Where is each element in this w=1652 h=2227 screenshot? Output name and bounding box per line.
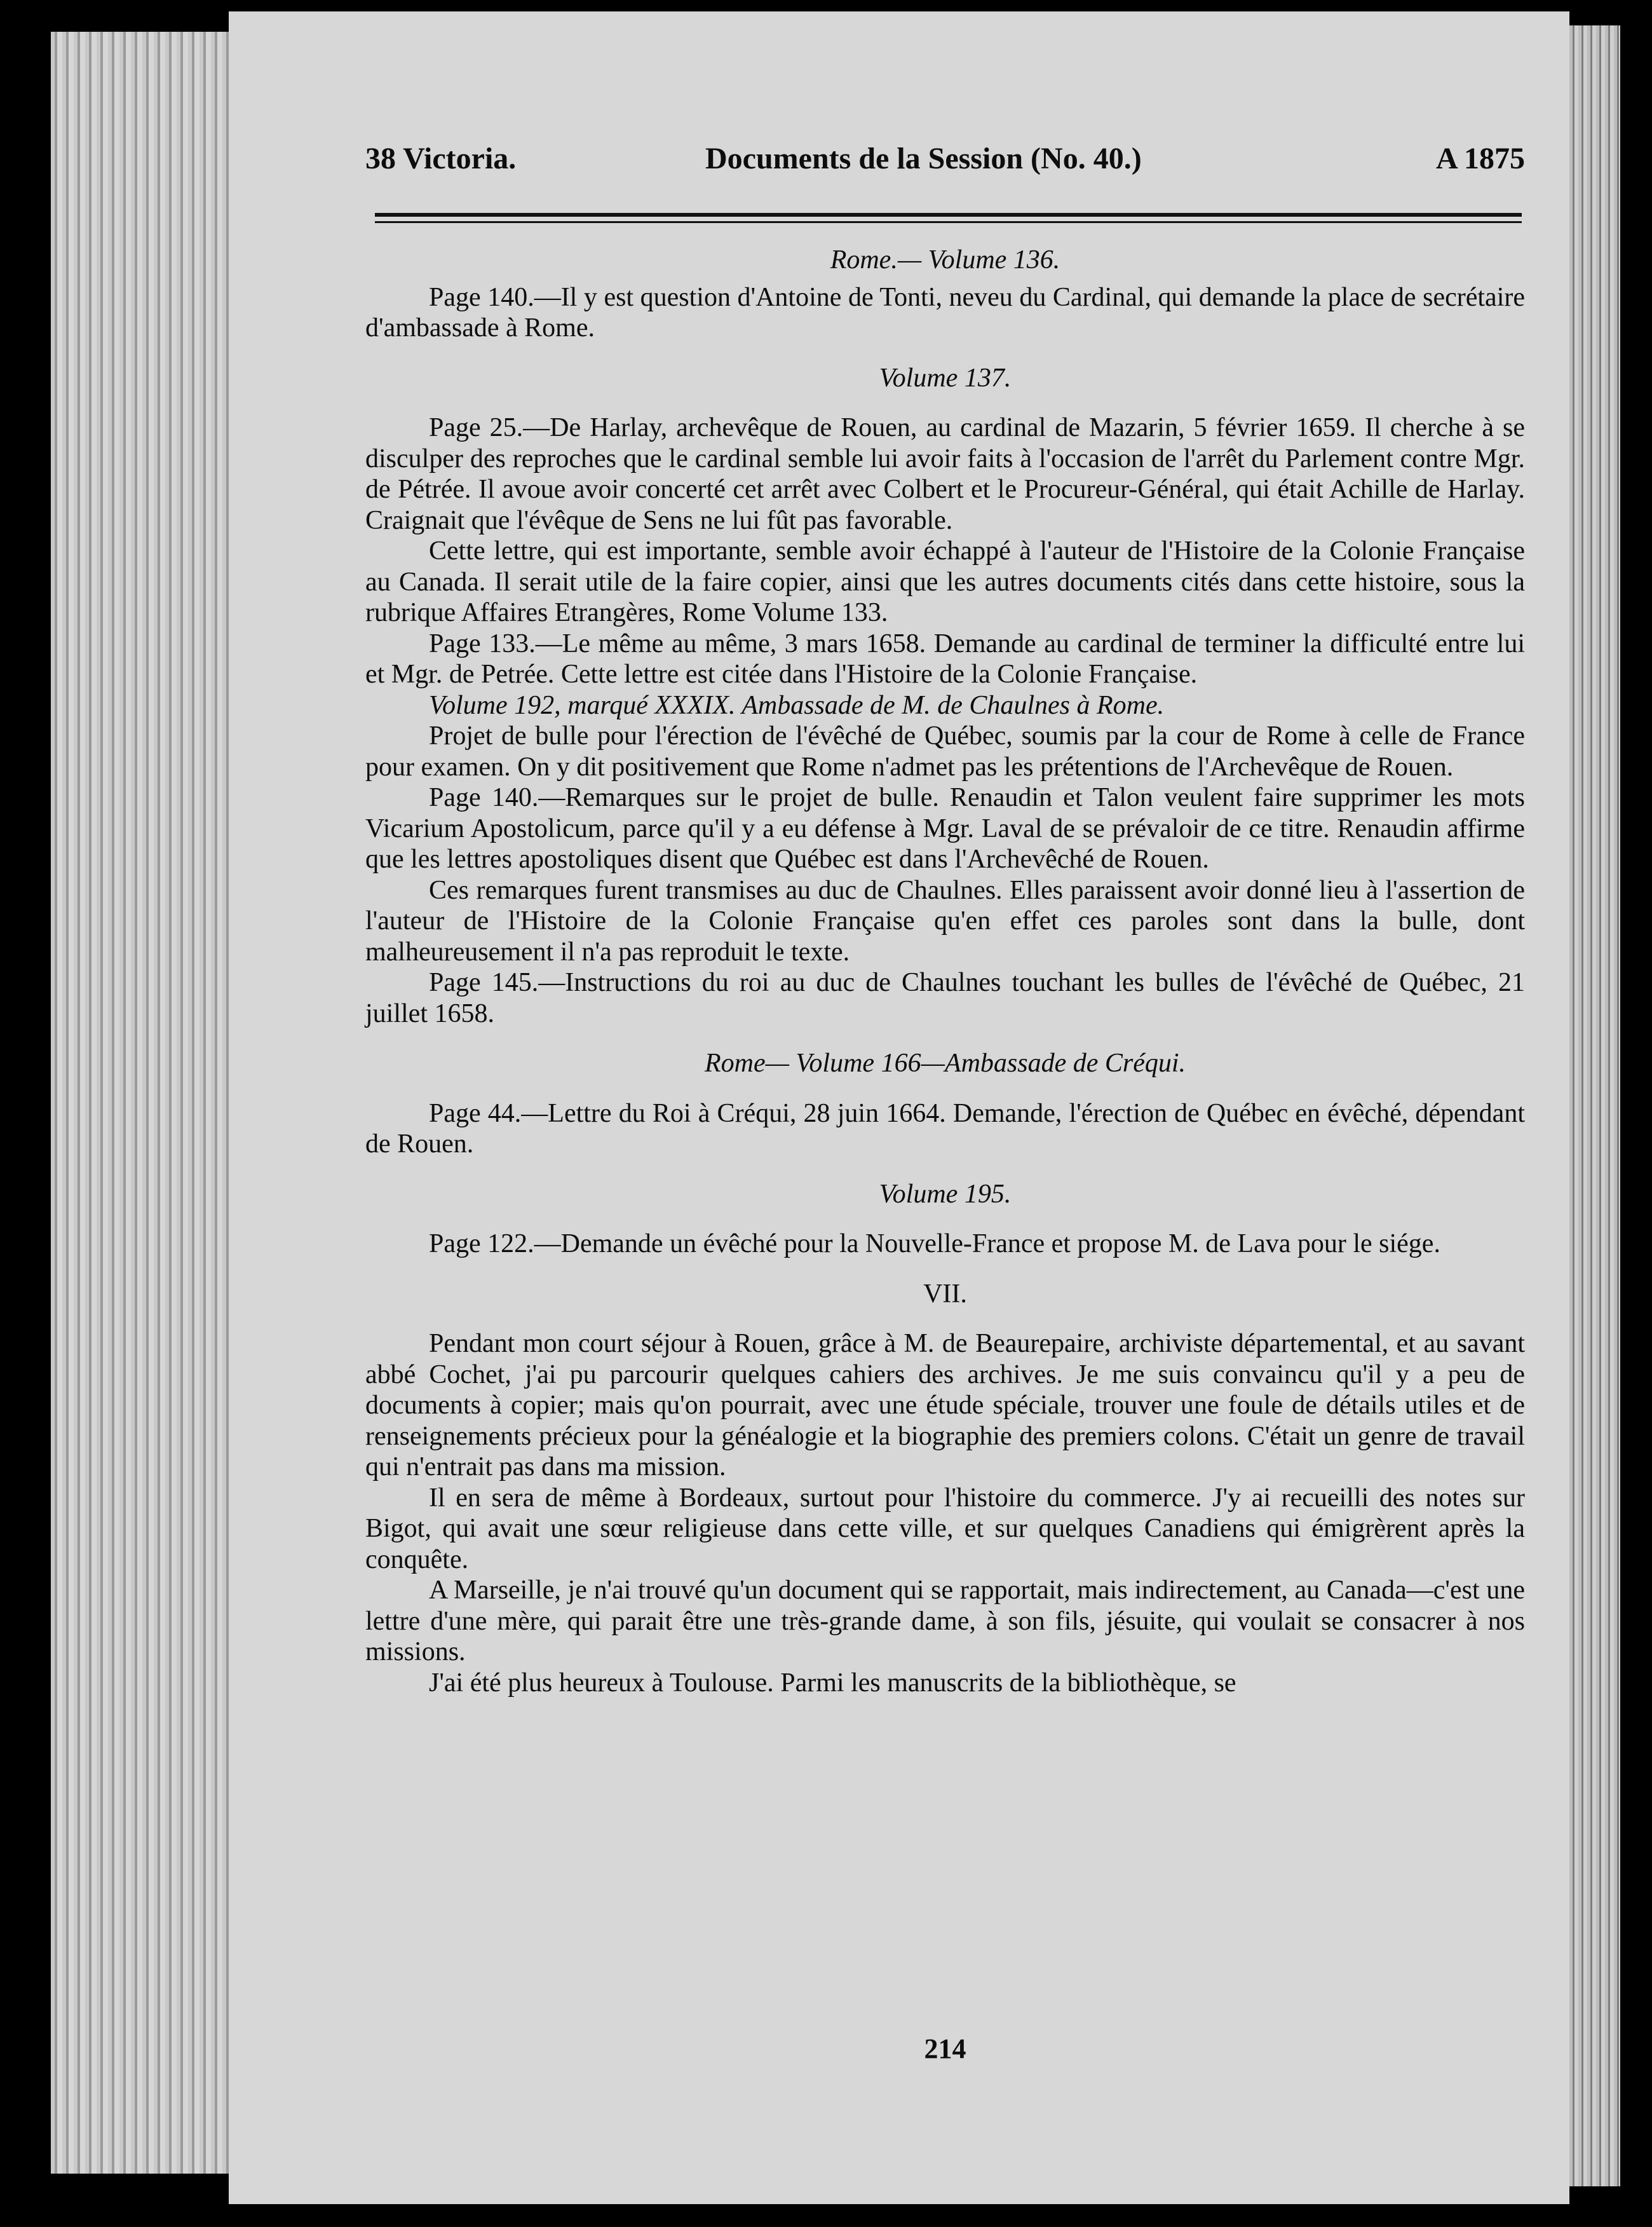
paragraph: Page 25.—De Harlay, archevêque de Rouen, au cardinal de Mazarin, 5 février 1659. Il cherche à se disculper des reproches que le cardinal semble lui avoir faits à l'occasion de l'arrêt du Parlement contre Mgr. de Pétrée. Il avoue avoir concerté cet arrêt avec Colbert et le Procureur-Général, qui était Achille de Harlay. Craignait que l'évêque de Sens ne lui fût pas favorable.: [365, 413, 1525, 535]
header-rule-thick: [375, 213, 1522, 217]
paragraph: Page 145.—Instructions du roi au duc de Chaulnes touchant les bulles de l'évêché de Québec, 21 juillet 1658.: [365, 968, 1525, 1028]
paragraph: Page 140.—Remarques sur le projet de bulle. Renaudin et Talon veulent faire supprimer les mots Vicarium Apostolicum, parce qu'il y a eu défense à Mgr. Laval de se prévaloir de ce titre. Renaudin affirme que les lettres apostoliques disent que Québec est dans l'Archevêché de Rouen.: [365, 783, 1525, 874]
paragraph: Projet de bulle pour l'érection de l'évêché de Québec, soumis par la cour de Rome à celle de France pour examen. On y dit positivement que Rome n'admet pas les prétentions de l'Archevêque de Rouen.: [365, 721, 1525, 782]
header-year: A 1875: [1435, 142, 1525, 175]
header-rule-thin: [375, 221, 1522, 223]
paragraph: Page 140.—Il y est question d'Antoine de Tonti, neveu du Cardinal, qui demande la place de secrétaire d'ambassade à Rome.: [365, 282, 1525, 343]
section-heading: Rome— Volume 166—Ambassade de Créqui.: [704, 1049, 1186, 1078]
running-header: [365, 141, 1525, 186]
paragraph: Page 133.—Le même au même, 3 mars 1658. Demande au cardinal de terminer la difficulté entre lui et Mgr. de Petrée. Cette lettre est citée dans l'Histoire de la Colonie Française.: [365, 629, 1525, 689]
header-title: Documents de la Session (No. 40.): [705, 142, 1142, 175]
book-page-edges-left: [51, 32, 241, 2174]
paragraph: A Marseille, je n'ai trouvé qu'un document qui se rapportait, mais indirectement, au Canada—c'est une lettre d'une mère, qui parait être une très-grande dame, à son fils, jésuite, qui voulait se consacrer à nos missions.: [365, 1576, 1525, 1666]
paragraph: Cette lettre, qui est importante, semble avoir échappé à l'auteur de l'Histoire de la Colonie Française au Canada. Il serait utile de la faire copier, ainsi que les autres documents cités dans cette histoire, sous la rubrique Affaires Etrangères, Rome Volume 133.: [365, 536, 1525, 627]
paragraph: Page 122.—Demande un évêché pour la Nouvelle-France et propose M. de Lava pour le siége.: [429, 1229, 1440, 1258]
paragraph: Volume 192, marqué XXXIX. Ambassade de M. de Chaulnes à Rome.: [429, 690, 1165, 720]
section-heading: Volume 195.: [879, 1179, 1012, 1209]
paragraph: Il en sera de même à Bordeaux, surtout pour l'histoire du commerce. J'y ai recueilli des notes sur Bigot, qui avait une sœur religieuse dans cette ville, et sur quelques Canadiens qui émigrèrent après la conquête.: [365, 1483, 1525, 1574]
paragraph: Page 44.—Lettre du Roi à Créqui, 28 juin 1664. Demande, l'érection de Québec en évêché, dépendant de Rouen.: [365, 1098, 1525, 1159]
paragraph: Pendant mon court séjour à Rouen, grâce à M. de Beaurepaire, archiviste départemental, et au savant abbé Cochet, j'ai pu parcourir quelques cahiers des archives. Je me suis convaincu qu'il y a peu de documents à copier; mais qu'on pourrait, avec une étude spéciale, trouver une foule de détails utiles et de renseignements précieux pour la généalogie et la biographie des premiers colons. C'était un genre de travail qui n'entrait pas dans ma mission.: [365, 1329, 1525, 1481]
book-page-edges-right: [1569, 25, 1620, 2186]
paragraph: J'ai été plus heureux à Toulouse. Parmi les manuscrits de la bibliothèque, se: [429, 1668, 1236, 1698]
document-body: [365, 245, 1525, 1698]
section-heading: Rome.— Volume 136.: [830, 245, 1060, 275]
section-heading: Volume 137.: [879, 363, 1012, 393]
page-number: 214: [924, 2033, 966, 2064]
header-session-year: 38 Victoria.: [365, 142, 517, 175]
section-heading: VII.: [923, 1279, 967, 1309]
paragraph: Ces remarques furent transmises au duc de Chaulnes. Elles paraissent avoir donné lieu à l'assertion de l'auteur de l'Histoire de la Colonie Française qu'en effet ces paroles sont dans la bulle, dont malheureusement il n'a pas reproduit le texte.: [365, 875, 1525, 967]
